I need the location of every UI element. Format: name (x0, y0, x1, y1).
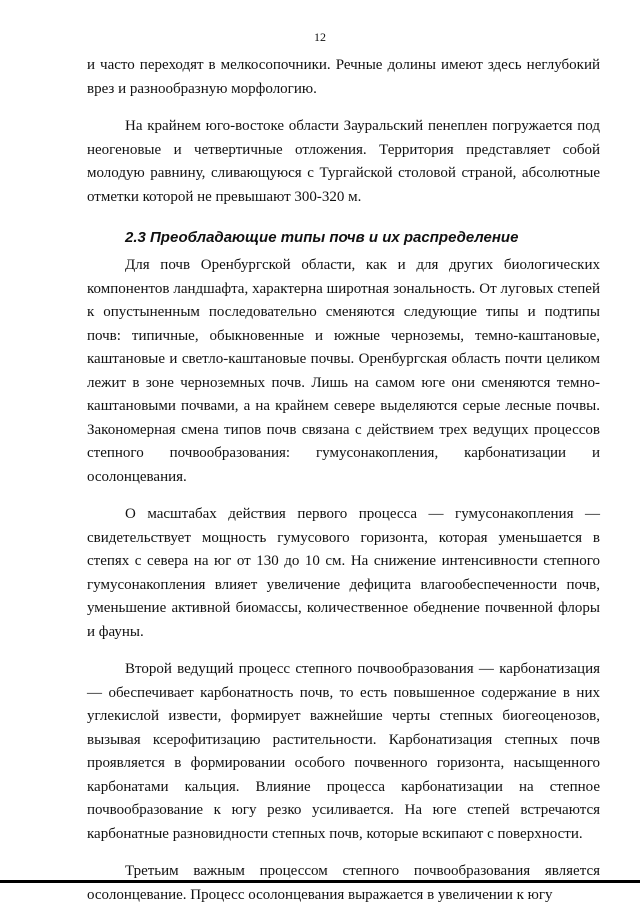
section-heading: 2.3 Преобладающие типы почв и их распределение (125, 229, 519, 246)
page-bottom-rule (0, 880, 640, 883)
paragraph-soil-zonality: Для почв Оренбургской области, как и для других биологических компонентов ландшафта, характерна широтная зональность. От луговых степей к опустыненным последовательно сменяются следующие типы и подтипы почв: типичные, обыкновенные и южные черноземы, темно-каштановые, каштановые и светло-каштановые почвы. Оренбургская область почти целиком лежит в зоне черноземных почв. Лишь на самом юге они сменяются темно-каштановыми почвами, а на крайнем севере выделяются серые лесные почвы. Закономерная смена типов почв связана с действием трех ведущих процессов степного почвообразования: гумусонакопления, карбонатизации и осолонцевания. (87, 257, 600, 485)
paragraph-solonetzization: Третьим важным процессом степного почвообразования является осолонцевание. Процесс осолонцевания выражается в увеличении к югу (87, 863, 600, 903)
paragraph-carbonatization: Второй ведущий процесс степного почвообразования — карбонатизация — обеспечивает карбонатность почв, то есть повышенное содержание в них углекислой извести, формирует важнейшие черты степных биогеоценозов, вызывая ксерофитизацию растительности. Карбонатизация степных почв проявляется в формировании особого почвенного горизонта, насыщенного карбонатами кальция. Влияние процесса карбонатизации на степное почвообразование к югу резко усиливается. На юге степей встречаются карбонатные разновидности степных почв, которые вскипают с поверхности. (87, 661, 600, 842)
page-number: 12 (314, 30, 326, 44)
paragraph-continuation: и часто переходят в мелкосопочники. Речные долины имеют здесь неглубокий врез и разнообразную морфологию. (87, 57, 600, 97)
paragraph-humus-accumulation: О масштабах действия первого процесса — гумусонакопления — свидетельствует мощность гумусового горизонта, которая уменьшается в степях с севера на юг от 130 до 10 см. На снижение интенсивности степного гумусонакопления влияет увеличение дефицита влагообеспеченности почв, уменьшение активной биомассы, количественное обеднение почвенной флоры и фауны. (87, 506, 600, 640)
document-body (87, 54, 600, 907)
paragraph-zauralsky-peneplain: На крайнем юго-востоке области Зауральский пенеплен погружается под неогеновые и четвертичные отложения. Территория представляет собой молодую равнину, сливающуюся с Тургайской столовой страной, абсолютные отметки которой не превышают 300-320 м. (87, 118, 600, 205)
